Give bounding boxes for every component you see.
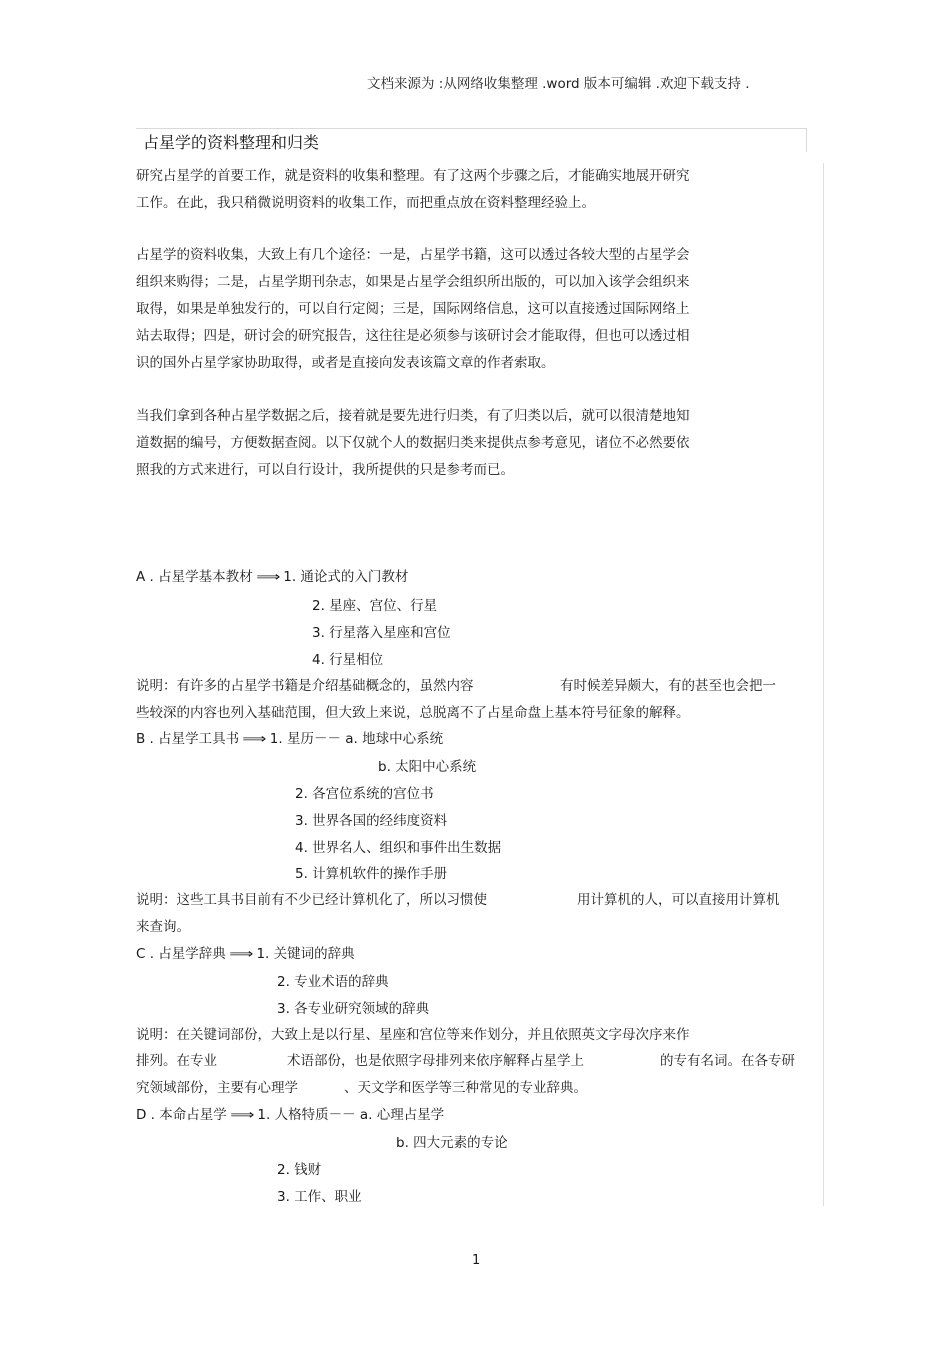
section-d-item: b. 四大元素的专论 <box>396 1135 508 1151</box>
page-title: 占星学的资料整理和归类 <box>143 133 320 152</box>
section-a-item: 1. 通论式的入门教材 <box>283 569 409 585</box>
section-d-item: 3. 工作、职业 <box>277 1189 362 1205</box>
section-c-note: 、天文学和医学等三种常见的专业辞典。 <box>344 1080 587 1096</box>
section-a-item: 4. 行星相位 <box>312 652 384 668</box>
classify-line: 当我们拿到各种占星学数据之后，接着就是要先进行归类，有了归类以后，就可以很清楚地知 <box>136 408 690 424</box>
title-frame-top <box>136 128 807 129</box>
title-frame-right <box>806 128 807 152</box>
section-a-item: 3. 行星落入星座和宫位 <box>312 625 451 641</box>
section-b-item: 2. 各宫位系统的宫位书 <box>295 786 434 802</box>
arrow-icon: ⟹ <box>229 947 254 962</box>
page-number: 1 <box>472 1253 481 1268</box>
arrow-icon: ⟹ <box>229 1108 255 1123</box>
section-c-item: 3. 各专业研究领域的辞典 <box>277 1001 430 1017</box>
intro-line: 研究占星学的首要工作，就是资料的收集和整理。有了这两个步骤之后，才能确实地展开研究 <box>136 168 690 184</box>
section-b-note: 说明：这些工具书目前有不少已经计算机化了，所以习惯使 <box>136 892 487 908</box>
section-c-item: 2. 专业术语的辞典 <box>277 974 389 990</box>
section-c-item: 1. 关键词的辞典 <box>256 946 355 962</box>
section-b-item: 1. 星历－－ a. 地球中心系统 <box>269 731 444 747</box>
section-d-title: D . 本命占星学 <box>136 1107 227 1123</box>
classify-line: 道数据的编号，方便数据查阅。以下仅就个人的数据归类来提供点参考意见，诸位不必然要依 <box>136 435 690 451</box>
section-c-note: 究领域部份，主要有心理学 <box>136 1080 298 1096</box>
content-frame-right <box>823 163 824 1206</box>
section-d-item: 2. 钱财 <box>277 1162 322 1178</box>
section-b-note: 来查询。 <box>136 919 190 935</box>
section-a-note: 有时候差异颇大，有的甚至也会把一 <box>560 678 776 694</box>
arrow-icon: ⟹ <box>255 570 281 585</box>
collection-line: 取得，如果是单独发行的，可以自行定阅；三是，国际网络信息，这可以直接透过国际网络上 <box>136 301 690 317</box>
section-a-heading <box>136 571 408 585</box>
section-b-note: 用计算机的人，可以直接用计算机 <box>577 892 780 908</box>
section-b-title: B . 占星学工具书 <box>136 731 240 747</box>
section-a-note: 些较深的内容也列入基础范围，但大致上来说，总脱离不了占星命盘上基本符号征象的解释。 <box>136 705 690 721</box>
section-a-item: 2. 星座、宫位、行星 <box>312 598 438 614</box>
section-c-title: C . 占星学辞典 <box>136 946 226 962</box>
intro-line: 工作。在此，我只稍微说明资料的收集工作，而把重点放在资料整理经验上。 <box>136 195 595 211</box>
section-c-note: 说明：在关键词部份，大致上是以行星、星座和宫位等来作划分，并且依照英文字母次序来作 <box>136 1027 690 1043</box>
section-c-heading <box>136 948 355 962</box>
arrow-icon: ⟹ <box>242 732 267 747</box>
section-c-note: 的专有名词。在各专研 <box>660 1053 795 1069</box>
collection-line: 识的国外占星学家协助取得，或者是直接向发表该篇文章的作者索取。 <box>136 355 555 371</box>
section-c-note: 排列。在专业 <box>136 1053 217 1069</box>
classify-line: 照我的方式来进行，可以自行设计，我所提供的只是参考而已。 <box>136 462 514 478</box>
section-b-item: 4. 世界名人、组织和事件出生数据 <box>295 840 502 856</box>
section-a-note: 说明：有许多的占星学书籍是介绍基础概念的，虽然内容 <box>136 678 474 694</box>
collection-line: 站去取得；四是，研讨会的研究报告，这往往是必须参与该研讨会才能取得，但也可以透过相 <box>136 328 690 344</box>
section-b-item: 5. 计算机软件的操作手册 <box>295 866 448 882</box>
section-c-note: 术语部份，也是依照字母排列来依序解释占星学上 <box>287 1053 584 1069</box>
section-b-item: 3. 世界各国的经纬度资料 <box>295 813 448 829</box>
section-d-heading <box>136 1109 444 1123</box>
section-b-heading <box>136 733 443 747</box>
section-d-item: 1. 人格特质－－ a. 心理占星学 <box>257 1107 445 1123</box>
section-a-title: A . 占星学基本教材 <box>136 569 253 585</box>
collection-line: 占星学的资料收集，大致上有几个途径：一是，占星学书籍，这可以透过各较大型的占星学会 <box>136 247 690 263</box>
source-note: 文档来源为 :从网络收集整理 .word 版本可编辑 .欢迎下载支持 . <box>367 76 750 92</box>
collection-line: 组织来购得；二是，占星学期刊杂志，如果是占星学会组织所出版的，可以加入该学会组织来 <box>136 274 690 290</box>
section-b-item: b. 太阳中心系统 <box>378 759 477 775</box>
